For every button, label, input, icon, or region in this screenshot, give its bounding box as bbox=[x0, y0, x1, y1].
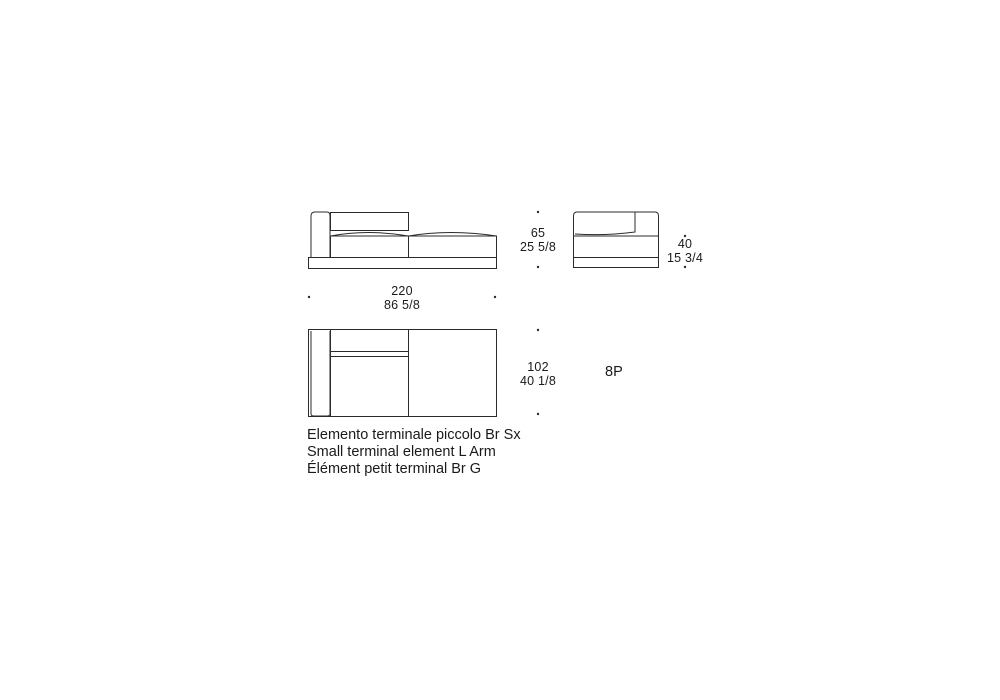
seat-height-in: 15 3/4 bbox=[667, 251, 703, 265]
front-base bbox=[309, 258, 497, 269]
height-label bbox=[508, 226, 568, 254]
seat-height-label bbox=[655, 237, 715, 265]
depth-label bbox=[508, 360, 568, 388]
model-code: 8P bbox=[605, 364, 623, 380]
side-base bbox=[574, 258, 659, 268]
depth-in: 40 1/8 bbox=[520, 374, 556, 388]
caption-english: Small terminal element L Arm bbox=[307, 444, 496, 460]
side-view bbox=[574, 212, 659, 268]
width-cm: 220 bbox=[391, 284, 413, 298]
seat-height-cm: 40 bbox=[677, 237, 693, 251]
width-in: 86 5/8 bbox=[384, 298, 420, 312]
side-back-curve bbox=[575, 212, 635, 235]
front-backrest bbox=[331, 213, 409, 231]
top-armrest bbox=[311, 331, 330, 416]
top-outline bbox=[309, 330, 497, 417]
height-in: 25 5/8 bbox=[520, 240, 556, 254]
width-label bbox=[362, 284, 442, 312]
front-view bbox=[309, 212, 497, 269]
caption-french: Élément petit terminal Br G bbox=[307, 461, 482, 477]
caption-italian: Elemento terminale piccolo Br Sx bbox=[307, 427, 521, 443]
depth-cm: 102 bbox=[527, 360, 549, 374]
height-cm: 65 bbox=[530, 226, 546, 240]
top-view bbox=[309, 330, 497, 417]
front-armrest bbox=[311, 212, 330, 257]
